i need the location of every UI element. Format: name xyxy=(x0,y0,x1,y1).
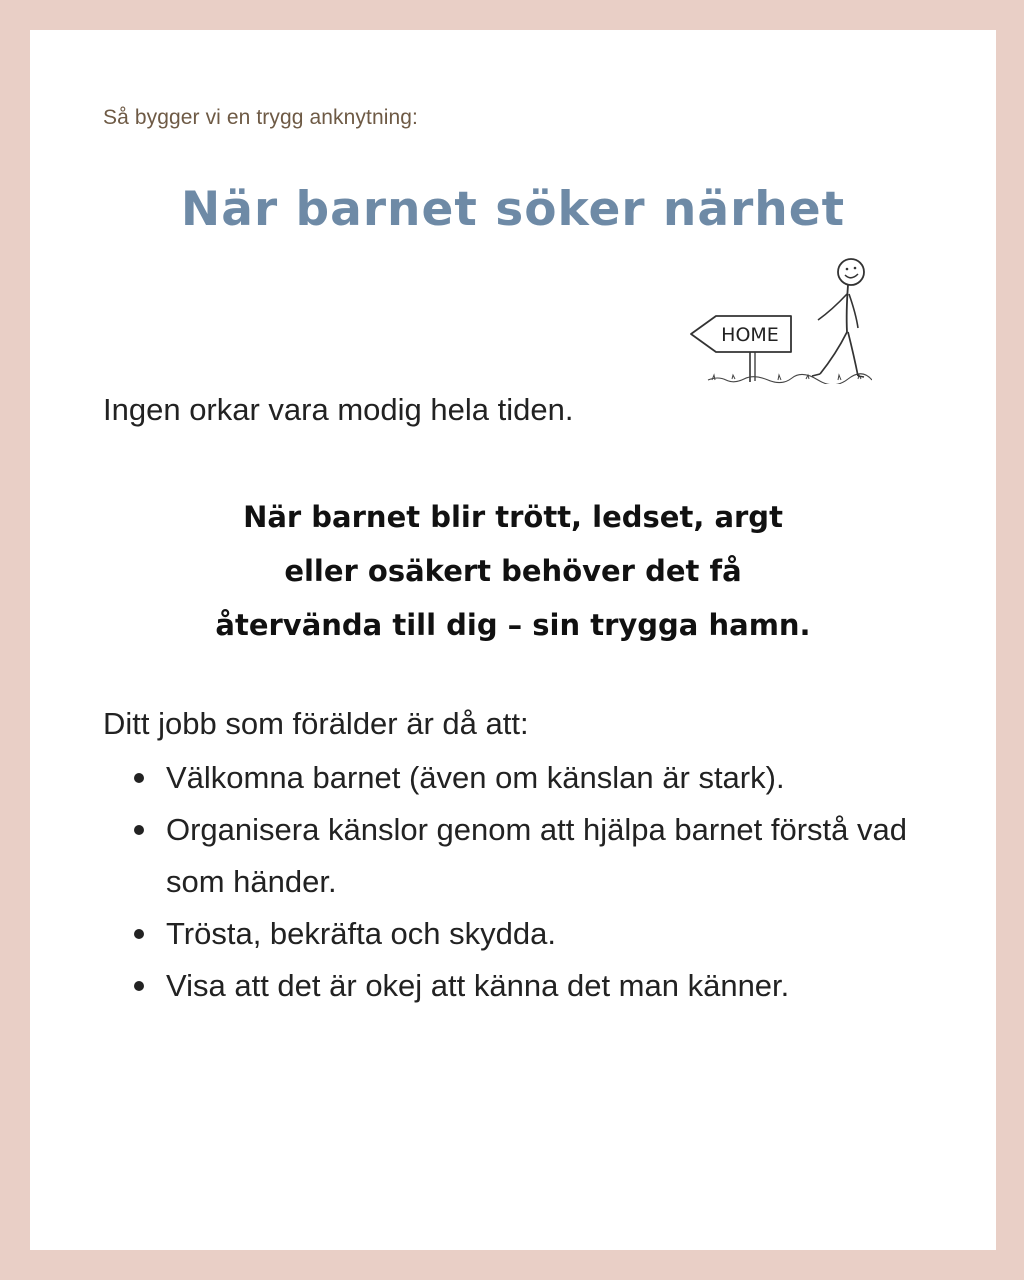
intro-text: Ingen orkar vara modig hela tiden. xyxy=(103,392,574,427)
highlight-quote xyxy=(30,490,996,652)
list-item-text: Visa att det är okej att känna det man känner. xyxy=(166,968,790,1003)
sign-text: HOME xyxy=(721,324,779,346)
bullet-icon xyxy=(134,929,144,939)
list-item-text: Organisera känslor genom att hjälpa barnet förstå vad som händer. xyxy=(166,812,907,899)
list-item-text: Trösta, bekräfta och skydda. xyxy=(166,916,556,951)
list-item xyxy=(103,804,963,908)
content-card xyxy=(30,30,996,1250)
quote-line: återvända till dig – sin trygga hamn. xyxy=(215,608,811,642)
list-item xyxy=(103,960,963,1012)
jobs-list xyxy=(103,752,963,1012)
list-item xyxy=(103,908,963,960)
list-item xyxy=(103,752,963,804)
bullet-icon xyxy=(134,773,144,783)
bullet-icon xyxy=(134,981,144,991)
list-item-text: Välkomna barnet (även om känslan är stark). xyxy=(166,760,785,795)
quote-line: När barnet blir trött, ledset, argt xyxy=(243,500,783,534)
quote-line: eller osäkert behöver det få xyxy=(284,554,742,588)
page-title: När barnet söker närhet xyxy=(180,182,846,237)
stick-figure-home-sign-icon xyxy=(688,252,872,384)
jobs-heading: Ditt jobb som förälder är då att: xyxy=(103,706,529,741)
kicker-text: Så bygger vi en trygg anknytning: xyxy=(103,106,418,129)
bullet-icon xyxy=(134,825,144,835)
